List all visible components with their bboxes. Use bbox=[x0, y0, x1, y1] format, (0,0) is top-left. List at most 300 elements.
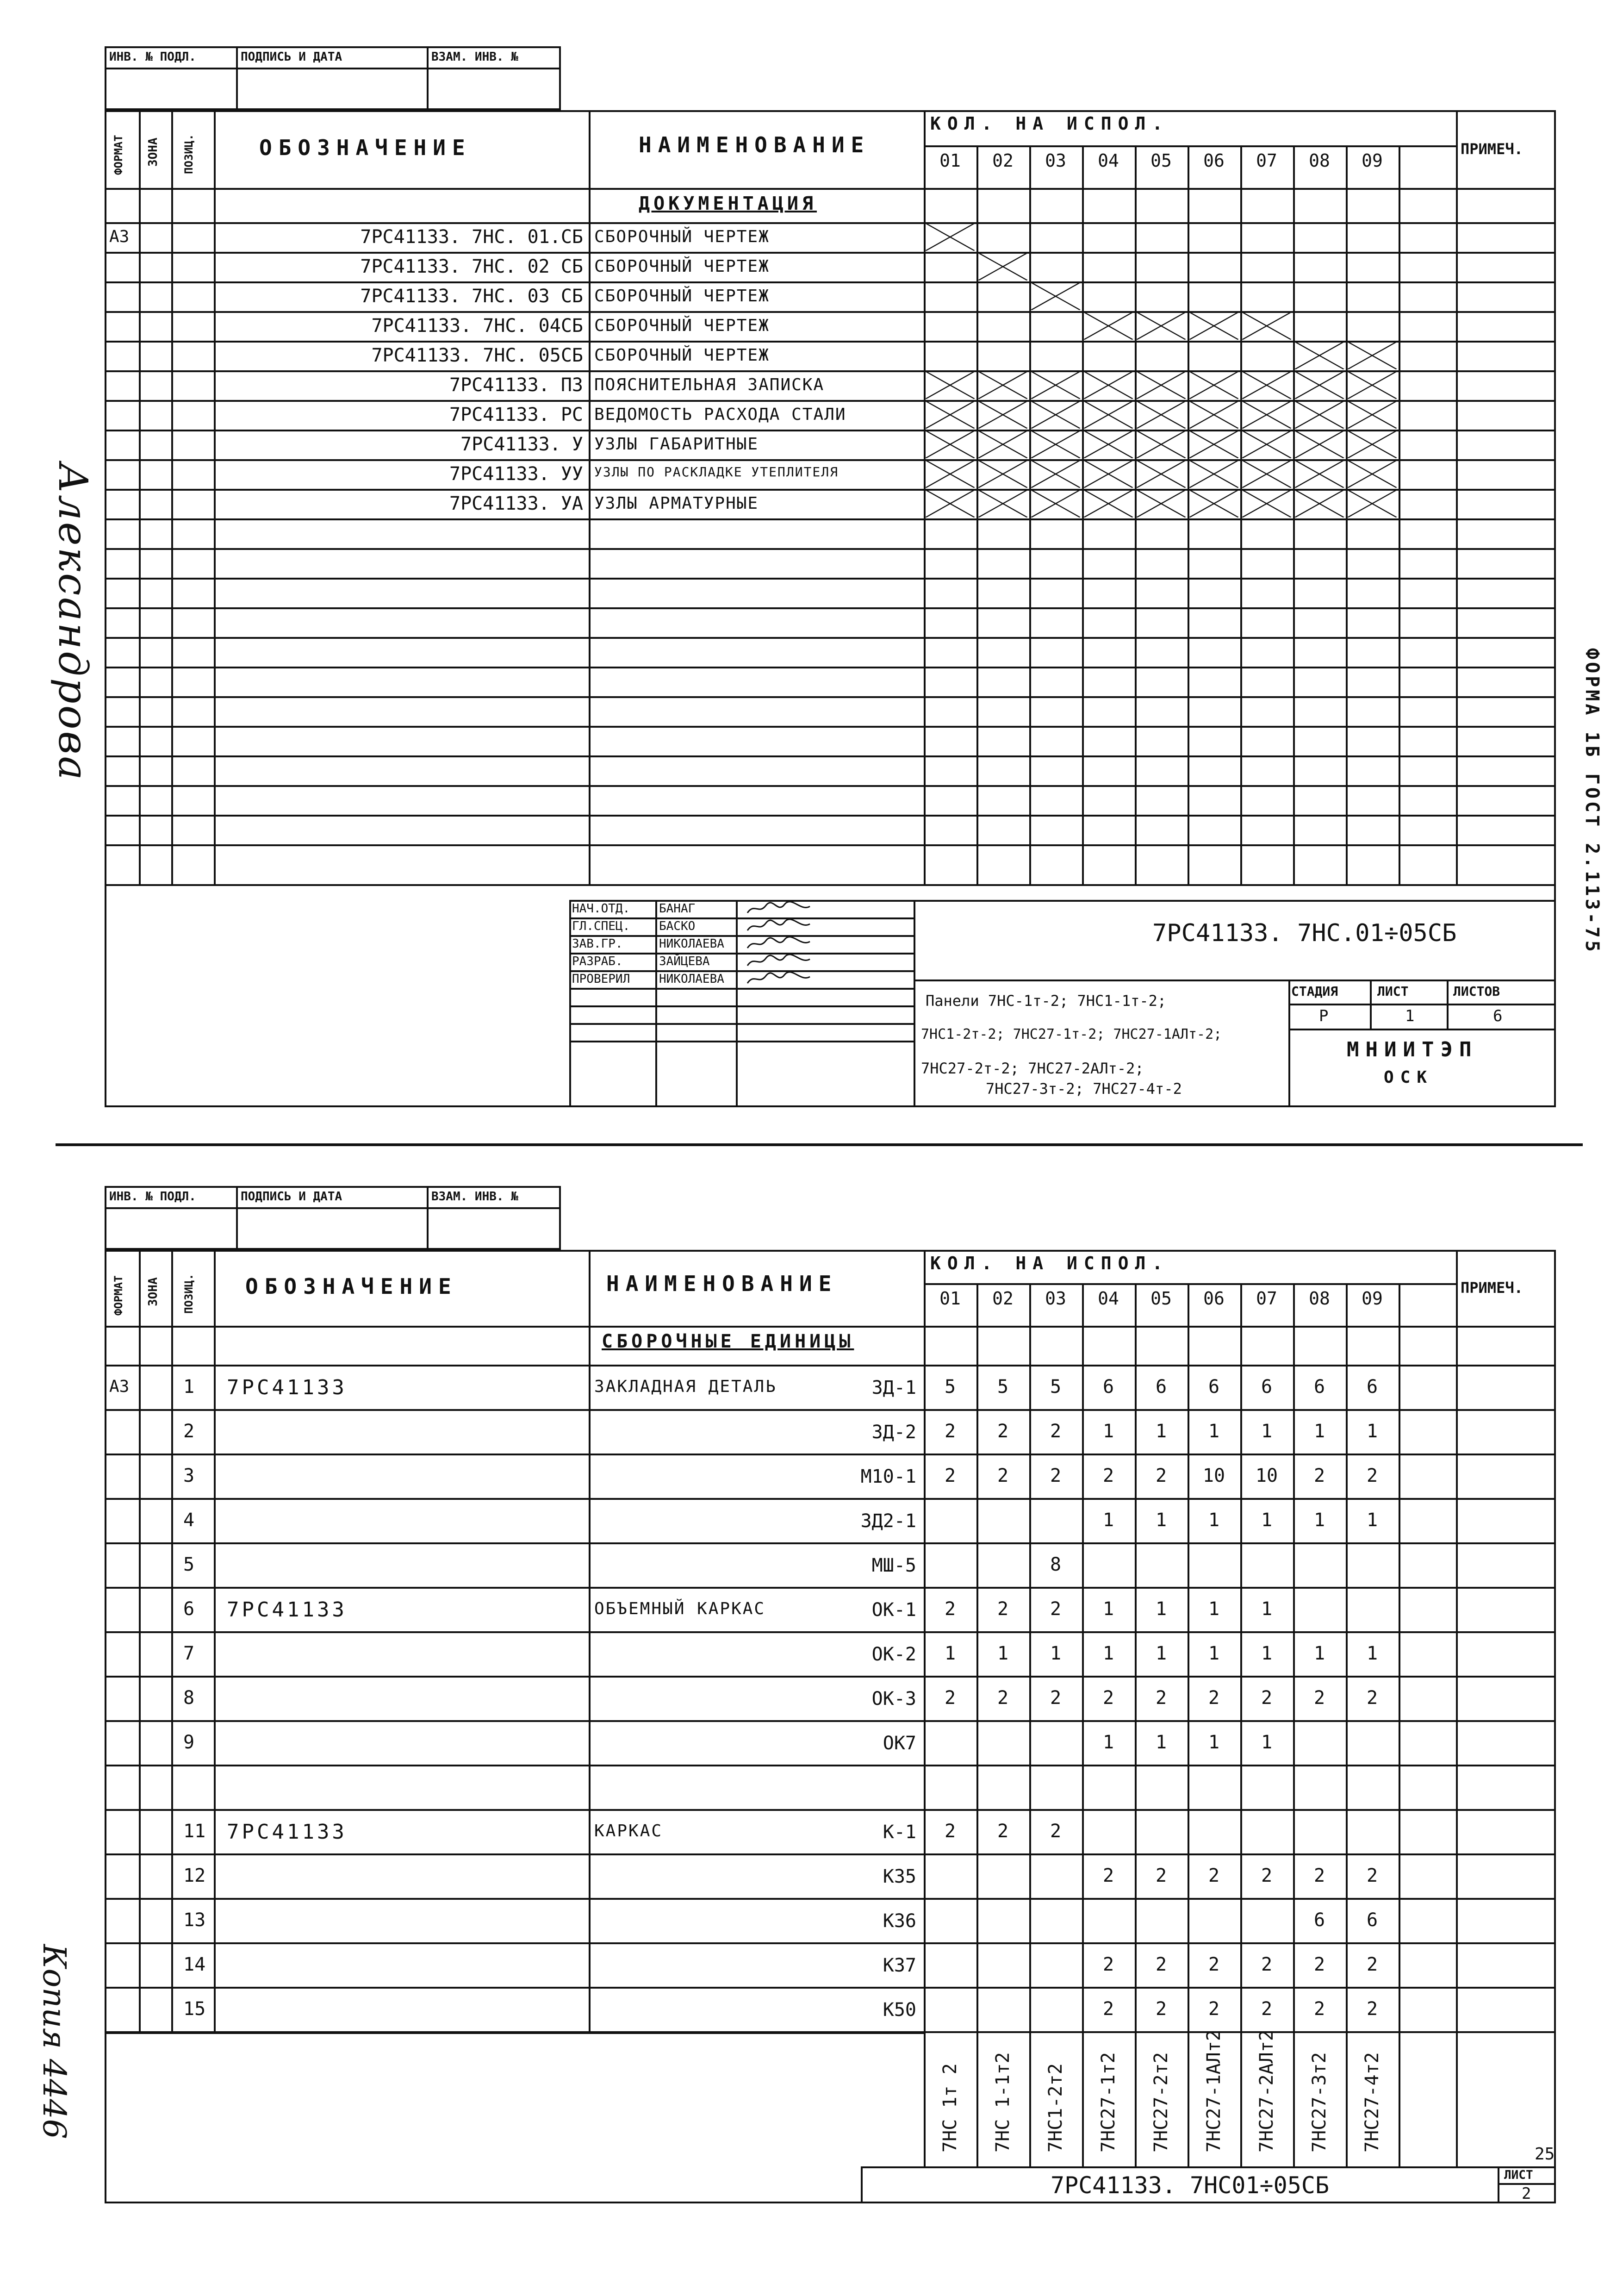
sheet-divider bbox=[56, 1143, 1583, 1146]
applicability-cross-mark bbox=[1029, 430, 1082, 459]
applicability-cross-mark bbox=[924, 370, 976, 400]
qty-value: 2 bbox=[1261, 1687, 1273, 1709]
row-line bbox=[105, 311, 1556, 313]
qty-value: 1 bbox=[1261, 1510, 1273, 1531]
qty-value: 2 bbox=[1261, 1998, 1273, 2020]
variant-label: 03 bbox=[1045, 150, 1066, 171]
qty-value: 2 bbox=[1208, 1687, 1220, 1709]
qty-value: 1 bbox=[1366, 1421, 1378, 1442]
qty-col-divider bbox=[1188, 1283, 1189, 2166]
row-format: А3 bbox=[109, 1377, 130, 1396]
row-designation: 7РС41133. 7НС. 01.СБ bbox=[360, 226, 583, 248]
panel-desc-2: 7НС1-2т-2; 7НС27-1т-2; 7НС27-1АЛт-2; bbox=[921, 1026, 1222, 1042]
panel-variant-label: 7НС 1т 2 bbox=[939, 2063, 961, 2152]
applicability-cross-mark bbox=[1135, 311, 1188, 341]
row-position: 11 bbox=[183, 1821, 206, 1842]
sig-role: НАЧ.ОТД. bbox=[572, 902, 630, 916]
panel-variant-label: 7НС27-4т2 bbox=[1362, 2052, 1383, 2152]
applicability-cross-mark bbox=[1240, 430, 1293, 459]
variant-label: 04 bbox=[1098, 150, 1119, 171]
qty-value: 6 bbox=[1208, 1376, 1220, 1398]
row-line bbox=[105, 1720, 1556, 1722]
applicability-cross-mark bbox=[1082, 459, 1135, 489]
qty-value: 2 bbox=[1366, 1687, 1378, 1709]
row-mark: К36 bbox=[883, 1910, 916, 1932]
panel-variant-label: 7НС27-3т2 bbox=[1309, 2052, 1330, 2152]
qty-value: 2 bbox=[1313, 1687, 1325, 1709]
qty-value: 1 bbox=[1261, 1732, 1273, 1753]
applicability-cross-mark bbox=[1135, 430, 1188, 459]
applicability-cross-mark bbox=[1240, 459, 1293, 489]
row-position: 1 bbox=[183, 1376, 195, 1398]
row-line bbox=[105, 1765, 1556, 1766]
header-format: ФОРМАТ bbox=[112, 135, 125, 175]
stamp-inv-2: ИНВ. № ПОДЛ. bbox=[109, 1190, 196, 1204]
qty-value: 2 bbox=[1208, 1998, 1220, 2020]
applicability-cross-mark bbox=[1029, 400, 1082, 430]
row-line bbox=[105, 1587, 1556, 1589]
qty-value: 1 bbox=[944, 1643, 956, 1664]
row-line bbox=[105, 1898, 1556, 1900]
panel-desc-1: Панели 7НС-1т-2; 7НС1-1т-2; bbox=[926, 992, 1167, 1010]
row-line bbox=[105, 281, 1556, 283]
qty-col-divider bbox=[1399, 1283, 1400, 2166]
row-mark: ОК-1 bbox=[871, 1599, 916, 1621]
qty-col-divider bbox=[1293, 1283, 1295, 2166]
sheets-label: ЛИСТОВ bbox=[1453, 984, 1500, 999]
applicability-cross-mark bbox=[1346, 459, 1399, 489]
qty-value: 1 bbox=[1261, 1598, 1273, 1620]
row-name: ПОЯСНИТЕЛЬНАЯ ЗАПИСКА bbox=[594, 375, 825, 394]
row-line bbox=[105, 844, 1556, 846]
stage-value: Р bbox=[1319, 1007, 1329, 1025]
qty-value: 2 bbox=[1313, 1998, 1325, 2020]
applicability-cross-mark bbox=[1346, 341, 1399, 370]
qty-value: 2 bbox=[1366, 1865, 1378, 1886]
qty-value: 2 bbox=[1313, 1465, 1325, 1486]
qty-value: 5 bbox=[997, 1376, 1009, 1398]
panel-variant-label: 7НС27-2т2 bbox=[1150, 2052, 1172, 2152]
qty-value: 2 bbox=[1261, 1954, 1273, 1975]
sig-role: ГЛ.СПЕЦ. bbox=[572, 919, 630, 933]
qty-value: 10 bbox=[1255, 1465, 1278, 1486]
variant-label: 02 bbox=[992, 150, 1014, 171]
applicability-cross-mark bbox=[1240, 311, 1293, 341]
applicability-cross-mark bbox=[924, 400, 976, 430]
qty-value: 1 bbox=[1366, 1643, 1378, 1664]
header-pos: ПОЗИЦ. bbox=[182, 134, 195, 174]
handwritten-signature-mark bbox=[745, 971, 815, 987]
row-line bbox=[105, 1942, 1556, 1944]
qty-value: 2 bbox=[944, 1465, 956, 1486]
row-line bbox=[105, 1409, 1556, 1411]
org-name: МНИИТЭП bbox=[1347, 1038, 1478, 1061]
applicability-cross-mark bbox=[1240, 370, 1293, 400]
applicability-cross-mark bbox=[1029, 489, 1082, 518]
applicability-cross-mark bbox=[1029, 459, 1082, 489]
variant-label: 09 bbox=[1362, 150, 1383, 171]
qty-value: 1 bbox=[997, 1643, 1009, 1664]
applicability-cross-mark bbox=[1188, 489, 1240, 518]
qty-value: 2 bbox=[1102, 1687, 1114, 1709]
qty-value: 1 bbox=[1208, 1598, 1220, 1620]
qty-value: 1 bbox=[1155, 1510, 1167, 1531]
row-designation: 7РС41133. У bbox=[460, 434, 583, 455]
applicability-cross-mark bbox=[1346, 430, 1399, 459]
sheets-value: 6 bbox=[1493, 1007, 1503, 1025]
variant-label: 04 bbox=[1098, 1288, 1119, 1309]
qty-value: 6 bbox=[1313, 1909, 1325, 1931]
row-line bbox=[105, 726, 1556, 728]
row-position: 8 bbox=[183, 1687, 195, 1709]
header-note-2: ПРИМЕЧ. bbox=[1461, 1279, 1523, 1297]
qty-value: 1 bbox=[1208, 1732, 1220, 1753]
qty-value: 2 bbox=[1102, 1954, 1114, 1975]
panel-variant-label: 7НС27-2АЛт2 bbox=[1256, 2030, 1277, 2152]
variant-label: 02 bbox=[992, 1288, 1014, 1309]
row-mark: К35 bbox=[883, 1866, 916, 1887]
row-designation: 7РС41133. 7НС. 04СБ bbox=[371, 315, 583, 337]
qty-value: 2 bbox=[1102, 1465, 1114, 1486]
qty-value: 2 bbox=[1366, 1465, 1378, 1486]
row-position: 2 bbox=[183, 1421, 195, 1442]
qty-value: 2 bbox=[1102, 1865, 1114, 1886]
qty-value: 1 bbox=[1102, 1510, 1114, 1531]
row-mark: М10-1 bbox=[860, 1466, 916, 1487]
section-title: ДОКУМЕНТАЦИЯ bbox=[639, 193, 817, 214]
row-name: УЗЛЫ ПО РАСКЛАДКЕ УТЕПЛИТЕЛЯ bbox=[594, 464, 839, 480]
variant-label: 03 bbox=[1045, 1288, 1066, 1309]
applicability-cross-mark bbox=[976, 400, 1029, 430]
qty-value: 2 bbox=[997, 1687, 1009, 1709]
panel-desc-3: 7НС27-2т-2; 7НС27-2АЛт-2; bbox=[921, 1060, 1144, 1077]
row-position: 15 bbox=[183, 1998, 206, 2020]
applicability-cross-mark bbox=[1293, 370, 1346, 400]
qty-value: 2 bbox=[1050, 1598, 1062, 1620]
row-line bbox=[105, 222, 1556, 224]
stamp-vzam-2: ВЗАМ. ИНВ. № bbox=[431, 1190, 518, 1204]
sig-name: НИКОЛАЕВА bbox=[659, 937, 724, 951]
row-designation: 7РС41133 bbox=[227, 1376, 347, 1399]
variant-label: 05 bbox=[1150, 150, 1172, 171]
qty-value: 1 bbox=[1155, 1643, 1167, 1664]
row-designation: 7РС41133 bbox=[227, 1598, 347, 1622]
variant-label: 07 bbox=[1256, 1288, 1277, 1309]
row-mark: К50 bbox=[883, 1999, 916, 2021]
sig-row-line bbox=[569, 1041, 914, 1042]
sig-role: РАЗРАБ. bbox=[572, 955, 623, 968]
row-position: 7 bbox=[183, 1643, 195, 1664]
row-mark: ЗД-2 bbox=[871, 1422, 916, 1443]
row-position: 14 bbox=[183, 1954, 206, 1975]
sig-name: НИКОЛАЕВА bbox=[659, 972, 724, 986]
row-line bbox=[105, 607, 1556, 609]
sheet-value: 1 bbox=[1405, 1007, 1415, 1025]
row-name: СБОРОЧНЫЙ ЧЕРТЕЖ bbox=[594, 287, 770, 306]
row-name: ВЕДОМОСТЬ РАСХОДА СТАЛИ bbox=[594, 405, 846, 424]
row-name: СБОРОЧНЫЙ ЧЕРТЕЖ bbox=[594, 316, 770, 335]
qty-value: 6 bbox=[1155, 1376, 1167, 1398]
qty-value: 1 bbox=[1366, 1510, 1378, 1531]
variant-label: 06 bbox=[1203, 1288, 1225, 1309]
sheet-label-2: ЛИСТ bbox=[1504, 2168, 1533, 2182]
row-position: 9 bbox=[183, 1732, 195, 1753]
applicability-cross-mark bbox=[1082, 430, 1135, 459]
handwritten-signature-mark bbox=[745, 936, 815, 952]
qty-value: 2 bbox=[944, 1421, 956, 1442]
applicability-cross-mark bbox=[1135, 459, 1188, 489]
header-zone-2: ЗОНА bbox=[146, 1277, 160, 1306]
applicability-cross-mark bbox=[924, 459, 976, 489]
row-designation: 7РС41133. 7НС. 02 СБ bbox=[360, 256, 583, 277]
applicability-cross-mark bbox=[1082, 311, 1135, 341]
qty-value: 6 bbox=[1366, 1909, 1378, 1931]
sig-name: БАСКО bbox=[659, 919, 696, 933]
applicability-cross-mark bbox=[1293, 430, 1346, 459]
row-position: 13 bbox=[183, 1909, 206, 1931]
qty-value: 1 bbox=[1313, 1643, 1325, 1664]
row-name: СБОРОЧНЫЙ ЧЕРТЕЖ bbox=[594, 227, 770, 246]
row-designation: 7РС41133. 7НС. 03 СБ bbox=[360, 286, 583, 307]
qty-value: 1 bbox=[1208, 1510, 1220, 1531]
qty-value: 2 bbox=[997, 1598, 1009, 1620]
row-mark: К37 bbox=[883, 1955, 916, 1976]
qty-value: 2 bbox=[1208, 1954, 1220, 1975]
applicability-cross-mark bbox=[1082, 489, 1135, 518]
sig-name: ЗАЙЦЕВА bbox=[659, 955, 710, 968]
row-line bbox=[105, 755, 1556, 757]
qty-value: 1 bbox=[1313, 1421, 1325, 1442]
applicability-cross-mark bbox=[976, 252, 1029, 281]
qty-value: 2 bbox=[1261, 1865, 1273, 1886]
handwritten-signature-mark bbox=[745, 901, 815, 917]
row-line bbox=[105, 1631, 1556, 1633]
applicability-cross-mark bbox=[1293, 400, 1346, 430]
qty-value: 2 bbox=[1050, 1821, 1062, 1842]
qty-value: 2 bbox=[1366, 1954, 1378, 1975]
stage-label: СТАДИЯ bbox=[1291, 984, 1338, 999]
qty-value: 2 bbox=[997, 1421, 1009, 1442]
row-position: 12 bbox=[183, 1865, 206, 1886]
row-position: 4 bbox=[183, 1510, 195, 1531]
applicability-cross-mark bbox=[1135, 370, 1188, 400]
row-position: 5 bbox=[183, 1554, 195, 1575]
row-name: УЗЛЫ АРМАТУРНЫЕ bbox=[594, 494, 759, 513]
row-mark: ОК-2 bbox=[871, 1644, 916, 1665]
panel-desc-4: 7НС27-3т-2; 7НС27-4т-2 bbox=[986, 1080, 1182, 1098]
applicability-cross-mark bbox=[1029, 370, 1082, 400]
qty-value: 2 bbox=[1155, 1998, 1167, 2020]
doc-code-2: 7РС41133. 7НС01÷05СБ bbox=[1051, 2172, 1330, 2199]
applicability-cross-mark bbox=[1240, 400, 1293, 430]
applicability-cross-mark bbox=[924, 222, 976, 252]
qty-col-divider bbox=[1346, 1283, 1348, 2166]
header-note: ПРИМЕЧ. bbox=[1461, 140, 1523, 158]
applicability-cross-mark bbox=[976, 489, 1029, 518]
qty-value: 1 bbox=[1155, 1598, 1167, 1620]
variant-label: 09 bbox=[1362, 1288, 1383, 1309]
row-name: ОБЪЕМНЫЙ КАРКАС bbox=[594, 1599, 766, 1618]
row-line bbox=[105, 518, 1556, 520]
applicability-cross-mark bbox=[1293, 489, 1346, 518]
applicability-cross-mark bbox=[976, 459, 1029, 489]
row-designation: 7РС41133. ПЗ bbox=[449, 374, 583, 396]
qty-col-divider bbox=[1135, 1283, 1137, 2166]
variant-label: 06 bbox=[1203, 150, 1225, 171]
qty-value: 2 bbox=[1155, 1954, 1167, 1975]
row-name: ЗАКЛАДНАЯ ДЕТАЛЬ bbox=[594, 1377, 777, 1396]
stamp-sign-date-2: ПОДПИСЬ И ДАТА bbox=[241, 1190, 342, 1204]
row-line bbox=[105, 578, 1556, 580]
row-line bbox=[105, 637, 1556, 639]
row-mark: ОК7 bbox=[883, 1733, 916, 1754]
variant-label: 08 bbox=[1309, 1288, 1330, 1309]
sig-name: БАНАГ bbox=[659, 902, 696, 916]
applicability-cross-mark bbox=[1188, 459, 1240, 489]
variant-label: 08 bbox=[1309, 150, 1330, 171]
qty-value: 6 bbox=[1313, 1376, 1325, 1398]
row-format: А3 bbox=[109, 227, 130, 246]
applicability-cross-mark bbox=[924, 430, 976, 459]
header-qty-2: КОЛ. НА ИСПОЛ. bbox=[930, 1253, 1169, 1273]
section-title-2: СБОРОЧНЫЕ ЕДИНИЦЫ bbox=[602, 1331, 854, 1352]
qty-value: 1 bbox=[1102, 1421, 1114, 1442]
handwritten-signature-upper: Александрова bbox=[50, 463, 96, 782]
dept-name: ОСК bbox=[1384, 1068, 1434, 1087]
qty-col-divider bbox=[1029, 1283, 1031, 2166]
qty-value: 5 bbox=[1050, 1376, 1062, 1398]
header-zone: ЗОНА bbox=[146, 137, 160, 167]
applicability-cross-mark bbox=[1188, 311, 1240, 341]
row-designation: 7РС41133 bbox=[227, 1820, 347, 1844]
sig-row-line bbox=[569, 988, 914, 990]
qty-value: 1 bbox=[1102, 1598, 1114, 1620]
header-designation-2: ОБОЗНАЧЕНИЕ bbox=[245, 1274, 458, 1299]
row-line bbox=[105, 696, 1556, 698]
qty-value: 1 bbox=[1102, 1732, 1114, 1753]
stamp-inv: ИНВ. № ПОДЛ. bbox=[109, 50, 196, 64]
row-mark: МШ-5 bbox=[871, 1555, 916, 1576]
applicability-cross-mark bbox=[1029, 281, 1082, 311]
applicability-cross-mark bbox=[1188, 430, 1240, 459]
qty-value: 1 bbox=[1102, 1643, 1114, 1664]
header-name: НАИМЕНОВАНИЕ bbox=[639, 132, 871, 157]
applicability-cross-mark bbox=[976, 430, 1029, 459]
qty-value: 1 bbox=[1261, 1421, 1273, 1442]
row-designation: 7РС41133. 7НС. 05СБ bbox=[371, 345, 583, 366]
row-line bbox=[105, 252, 1556, 254]
row-line bbox=[105, 785, 1556, 787]
row-mark: ЗД-1 bbox=[871, 1377, 916, 1398]
handwritten-copy-note: Копия 4446 bbox=[36, 1944, 72, 2139]
row-designation: 7РС41133. УУ bbox=[449, 463, 583, 485]
row-name: КАРКАС bbox=[594, 1822, 663, 1841]
qty-value: 1 bbox=[1208, 1643, 1220, 1664]
applicability-cross-mark bbox=[976, 370, 1029, 400]
qty-value: 2 bbox=[944, 1598, 956, 1620]
row-line bbox=[105, 1853, 1556, 1855]
row-line bbox=[105, 1498, 1556, 1500]
qty-value: 2 bbox=[1366, 1998, 1378, 2020]
qty-value: 6 bbox=[1261, 1376, 1273, 1398]
qty-value: 10 bbox=[1202, 1465, 1225, 1486]
qty-col-divider bbox=[1240, 1283, 1242, 2166]
qty-col-divider bbox=[976, 1283, 978, 2166]
row-mark: ОК-3 bbox=[871, 1688, 916, 1710]
applicability-cross-mark bbox=[1082, 400, 1135, 430]
sig-row-line bbox=[569, 1023, 914, 1025]
qty-value: 2 bbox=[1050, 1421, 1062, 1442]
row-name: СБОРОЧНЫЙ ЧЕРТЕЖ bbox=[594, 346, 770, 365]
qty-value: 1 bbox=[1155, 1421, 1167, 1442]
row-designation: 7РС41133. УА bbox=[449, 493, 583, 514]
qty-value: 2 bbox=[1155, 1465, 1167, 1486]
variant-label: 01 bbox=[939, 1288, 961, 1309]
qty-value: 6 bbox=[1102, 1376, 1114, 1398]
qty-value: 2 bbox=[1313, 1865, 1325, 1886]
sheet-value-2: 2 bbox=[1522, 2184, 1531, 2203]
row-line bbox=[105, 1809, 1556, 1811]
margin-note: 25 bbox=[1535, 2145, 1555, 2164]
row-name: УЗЛЫ ГАБАРИТНЫЕ bbox=[594, 435, 759, 454]
panel-variant-label: 7НС27-1т2 bbox=[1098, 2052, 1119, 2152]
qty-value: 2 bbox=[944, 1687, 956, 1709]
variant-label: 05 bbox=[1150, 1288, 1172, 1309]
row-name: СБОРОЧНЫЙ ЧЕРТЕЖ bbox=[594, 257, 770, 276]
qty-value: 2 bbox=[1313, 1954, 1325, 1975]
panel-variant-label: 7НС27-1АЛт2 bbox=[1203, 2030, 1225, 2152]
qty-col-divider bbox=[1082, 1283, 1084, 2166]
row-line bbox=[105, 1365, 1556, 1366]
applicability-cross-mark bbox=[1240, 489, 1293, 518]
qty-value: 2 bbox=[1050, 1465, 1062, 1486]
qty-value: 2 bbox=[997, 1465, 1009, 1486]
row-line bbox=[105, 1454, 1556, 1455]
row-mark: К-1 bbox=[883, 1822, 916, 1843]
stamp-sign-date: ПОДПИСЬ И ДАТА bbox=[241, 50, 342, 64]
handwritten-signature-mark bbox=[745, 954, 815, 969]
applicability-cross-mark bbox=[1346, 489, 1399, 518]
qty-value: 1 bbox=[1313, 1510, 1325, 1531]
applicability-cross-mark bbox=[1293, 341, 1346, 370]
stamp-vzam: ВЗАМ. ИНВ. № bbox=[431, 50, 518, 64]
qty-value: 2 bbox=[1155, 1687, 1167, 1709]
qty-value: 2 bbox=[1102, 1998, 1114, 2020]
applicability-cross-mark bbox=[1293, 459, 1346, 489]
applicability-cross-mark bbox=[1188, 370, 1240, 400]
qty-value: 2 bbox=[997, 1821, 1009, 1842]
applicability-cross-mark bbox=[924, 489, 976, 518]
header-name-2: НАИМЕНОВАНИЕ bbox=[606, 1271, 838, 1296]
row-designation: 7РС41133. РС bbox=[449, 404, 583, 425]
row-line bbox=[105, 1987, 1556, 1989]
qty-value: 1 bbox=[1208, 1421, 1220, 1442]
sheet-label: ЛИСТ bbox=[1377, 984, 1409, 999]
side-form-label: ФОРМА 1Б ГОСТ 2.113-75 bbox=[1581, 648, 1603, 955]
qty-value: 1 bbox=[1155, 1732, 1167, 1753]
row-line bbox=[105, 815, 1556, 817]
variant-label: 01 bbox=[939, 150, 961, 171]
row-position: 3 bbox=[183, 1465, 195, 1486]
row-line bbox=[105, 1676, 1556, 1678]
sig-row-line bbox=[569, 1005, 914, 1007]
applicability-cross-mark bbox=[1346, 370, 1399, 400]
panel-variant-label: 7НС 1-1т2 bbox=[992, 2052, 1014, 2152]
applicability-cross-mark bbox=[1135, 400, 1188, 430]
qty-value: 6 bbox=[1366, 1376, 1378, 1398]
qty-col-divider bbox=[1399, 145, 1400, 884]
qty-value: 2 bbox=[1050, 1687, 1062, 1709]
